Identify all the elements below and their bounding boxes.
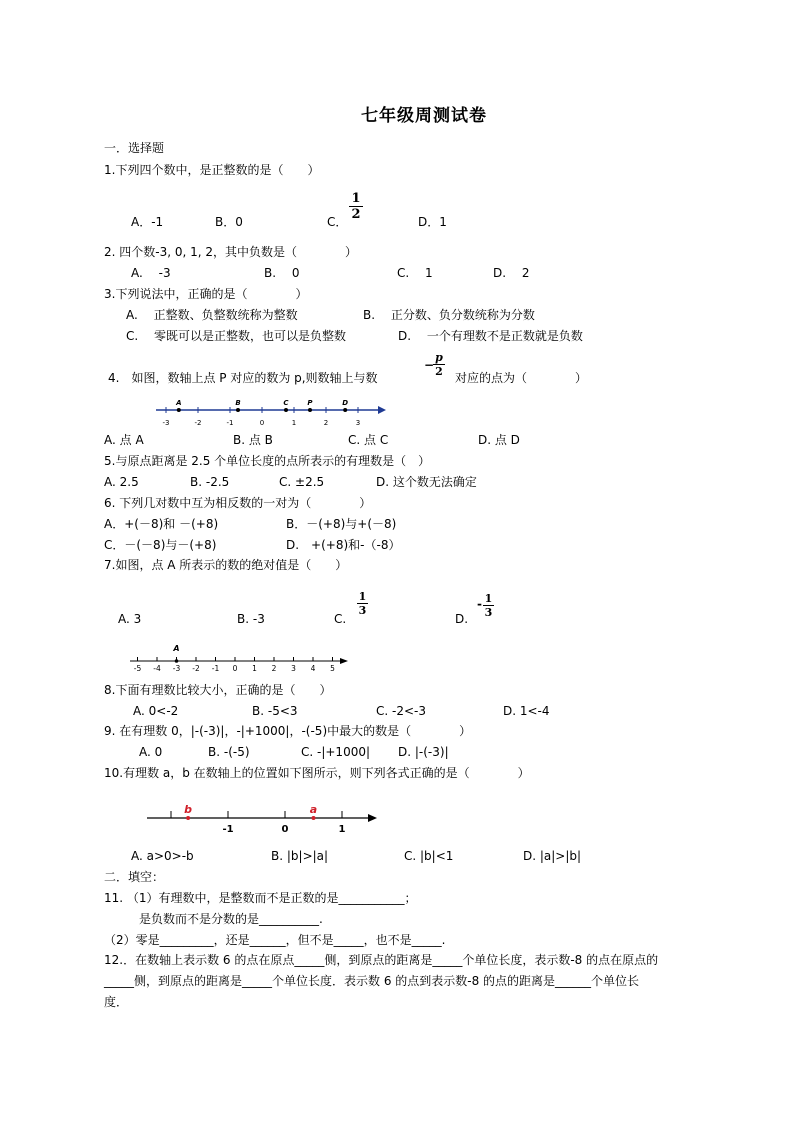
question-11-line-2: 是负数而不是分数的是__________. <box>139 912 323 926</box>
q4-point-dot <box>236 408 240 412</box>
q7-axis-arrow <box>340 658 348 664</box>
q1-option-c: C． <box>327 215 348 229</box>
section-heading-fill-in: 二．填空： <box>104 870 165 884</box>
q8-option-b: B. -5<3 <box>252 704 298 718</box>
q4-tick-label: -2 <box>194 419 202 427</box>
fraction-numerator: 1 <box>351 191 361 206</box>
q7-option-d: D. <box>455 612 469 626</box>
q4-point-dot <box>308 408 312 412</box>
q4-axis-arrow <box>378 406 386 414</box>
question-9-stem: 9. 在有理数 0，|-(-3)|，-|+1000|，-(-5)中最大的数是（ ） <box>104 724 472 738</box>
q4-fraction <box>433 352 445 377</box>
q7-tick-label: 1 <box>252 664 257 673</box>
question-3-stem: 3.下列说法中，正确的是（ ） <box>104 287 308 301</box>
q4-point-label: B <box>235 399 241 407</box>
q4-tick-label: -3 <box>162 419 170 427</box>
question-1-stem: 1.下列四个数中，是正整数的是（ ） <box>104 163 320 177</box>
question-6-stem: 6. 下列几对数中互为相反数的一对为（ ） <box>104 496 372 510</box>
fraction-denominator: 2 <box>351 207 361 222</box>
q2-option-a: A. -3 <box>131 266 171 280</box>
q9-option-c: C. -|+1000| <box>301 745 371 759</box>
q8-option-a: A. 0<-2 <box>133 704 179 718</box>
page-title: 七年级周测试卷 <box>361 106 487 126</box>
q7-fraction-d-sign: - <box>477 597 482 611</box>
q4-point-label: D <box>342 399 349 407</box>
q2-option-b: B. 0 <box>264 266 300 280</box>
fraction-denominator: 3 <box>484 606 493 619</box>
q1-fraction <box>349 192 363 221</box>
q4-point-dot <box>177 408 181 412</box>
q4-number-line <box>150 395 390 429</box>
q5-option-a: A. 2.5 <box>104 475 139 489</box>
q4-point-label: A <box>176 399 182 407</box>
q4-tick-label: -1 <box>226 419 234 427</box>
q3-option-a: A. 正整数、负整数统称为整数 <box>126 308 298 322</box>
question-5-stem: 5.与原点距离是 2.5 个单位长度的点所表示的有理数是（ ） <box>104 454 431 468</box>
q6-option-c: C．－(－8)与－(+8) <box>104 538 217 552</box>
question-11-line-3: （2）零是_________，还是______，但不是_____，也不是_____. <box>104 933 446 947</box>
q4-point-label: P <box>307 399 313 407</box>
question-4-stem: 4. 如图，数轴上点 P 对应的数为 p,则数轴上与数 <box>108 371 378 385</box>
q7-point-dot <box>175 659 179 663</box>
q10-point-b-dot <box>186 816 190 820</box>
section-heading: 一．选择题 <box>104 141 165 155</box>
fraction-denominator: 3 <box>358 604 367 617</box>
q5-option-d: D. 这个数无法确定 <box>376 475 477 489</box>
q4-tick-label: 0 <box>259 419 265 427</box>
q7-fraction-c <box>357 591 368 616</box>
q3-option-d: D. 一个有理数不是正数就是负数 <box>398 329 583 343</box>
question-8-stem: 8.下面有理数比较大小，正确的是（ ） <box>104 683 332 697</box>
q7-tick-label: 5 <box>330 664 335 673</box>
question-10-stem: 10.有理数 a，b 在数轴上的位置如下图所示，则下列各式正确的是（ ） <box>104 766 530 780</box>
q10-point-b-label: b <box>184 803 193 816</box>
q10-option-b: B. |b|>|a| <box>271 849 329 863</box>
q7-tick-label: 2 <box>271 664 277 673</box>
q1-option-b: B．0 <box>215 215 243 229</box>
q4-option-b: B. 点 B <box>233 433 273 447</box>
q6-option-d: D. +(+8)和-（-8） <box>286 538 401 552</box>
q7-option-a: A. 3 <box>118 612 142 626</box>
q3-option-c: C. 零既可以是正整数，也可以是负整数 <box>126 329 347 343</box>
q10-option-c: C. |b|<1 <box>404 849 454 863</box>
q9-option-d: D. |-(-3)| <box>398 745 449 759</box>
q4-tick-label: 3 <box>355 419 361 427</box>
question-2-stem: 2. 四个数-3, 0, 1, 2，其中负数是（ ） <box>104 245 358 259</box>
fraction-numerator: 1 <box>484 592 493 605</box>
q9-option-a: A. 0 <box>139 745 163 759</box>
q5-option-c: C. ±2.5 <box>279 475 325 489</box>
q1-option-d: D．1 <box>418 215 447 229</box>
question-4-stem-end: 对应的点为（ ） <box>455 371 588 385</box>
q10-option-a: A. a>0>-b <box>131 849 194 863</box>
q10-tick-label: 0 <box>281 824 289 835</box>
q6-option-a: A．+(－8)和 －(+8) <box>104 517 219 531</box>
q4-option-c: C. 点 C <box>348 433 389 447</box>
q7-tick-label: -4 <box>153 664 161 673</box>
q4-point-dot <box>343 408 347 412</box>
question-12-line-1: 12.．在数轴上表示数 6 的点在原点_____侧，到原点的距离是_____个单位长度，表示数-8 的点在原点的 <box>104 953 659 967</box>
q3-option-b: B. 正分数、负分数统称为分数 <box>363 308 535 322</box>
q10-tick-label: 1 <box>338 824 346 835</box>
q4-fraction-sign: − <box>424 358 435 372</box>
question-12-line-2: _____侧，到原点的距离是_____个单位长度．表示数 6 的点到表示数-8 的点的距离是______个单位长 <box>104 974 640 988</box>
q10-point-a-label: a <box>309 803 318 816</box>
fraction-numerator: 1 <box>358 590 367 603</box>
q10-number-line <box>145 800 385 836</box>
q9-option-b: B. -(-5) <box>208 745 250 759</box>
q7-option-b: B. -3 <box>237 612 265 626</box>
question-11-line-1: 11. （1）有理数中，是整数而不是正数的是___________； <box>104 891 417 905</box>
q10-point-a-dot <box>312 816 316 820</box>
q4-tick-label: 2 <box>323 419 329 427</box>
q7-point-label: A <box>173 644 180 653</box>
fraction-denominator: 2 <box>435 365 443 378</box>
q7-fraction-d <box>483 593 494 618</box>
q10-option-d: D. |a|>|b| <box>523 849 582 863</box>
q8-option-d: D. 1<-4 <box>503 704 550 718</box>
q2-option-d: D. 2 <box>493 266 530 280</box>
q7-tick-label: 3 <box>291 664 296 673</box>
q4-tick-label: 1 <box>291 419 297 427</box>
q4-point-label: C <box>283 399 289 407</box>
q7-tick-label: -5 <box>133 664 142 673</box>
q7-tick-label: 4 <box>310 664 316 673</box>
q4-point-dot <box>284 408 288 412</box>
q7-option-c: C. <box>334 612 347 626</box>
q1-option-a: A．-1 <box>131 215 164 229</box>
question-7-stem: 7.如图，点 A 所表示的数的绝对值是（ ） <box>104 558 348 572</box>
q7-tick-label: -1 <box>211 664 220 673</box>
q10-tick-label: -1 <box>222 824 234 835</box>
q8-option-c: C. -2<-3 <box>376 704 426 718</box>
q5-option-b: B. -2.5 <box>190 475 230 489</box>
q10-axis-arrow <box>368 814 377 822</box>
q4-option-d: D. 点 D <box>478 433 520 447</box>
fraction-numerator: p <box>435 351 443 364</box>
q4-option-a: A. 点 A <box>104 433 144 447</box>
question-12-line-3: 度． <box>104 995 129 1009</box>
q7-tick-label: -2 <box>192 664 200 673</box>
q7-tick-label: -3 <box>172 664 181 673</box>
q2-option-c: C. 1 <box>397 266 433 280</box>
q6-option-b: B．－(+8)与+(－8) <box>286 517 397 531</box>
q7-tick-label: 0 <box>232 664 238 673</box>
q7-number-line <box>128 640 353 676</box>
